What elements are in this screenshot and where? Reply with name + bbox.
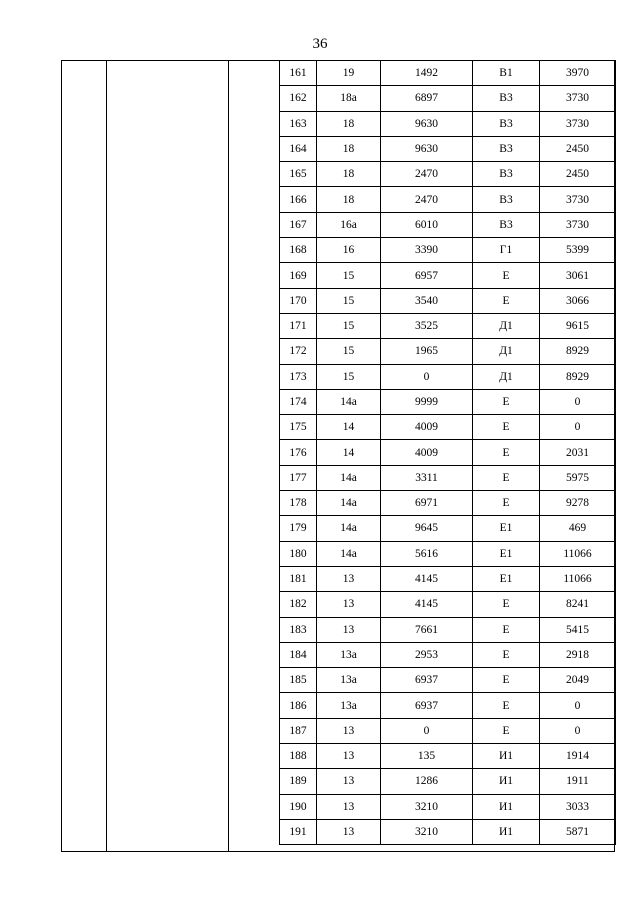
- section-cell: 18: [317, 136, 381, 161]
- amount-cell: 2049: [540, 668, 616, 693]
- amount-cell: 2450: [540, 136, 616, 161]
- section-cell: 13: [317, 718, 381, 743]
- category-cell: В3: [473, 86, 540, 111]
- category-cell: Е: [473, 440, 540, 465]
- table-row: [280, 566, 616, 591]
- amount-cell: 3730: [540, 111, 616, 136]
- table-row: [280, 491, 616, 516]
- section-cell: 15: [317, 263, 381, 288]
- row-number-cell: 164: [280, 136, 317, 161]
- category-cell: Е: [473, 718, 540, 743]
- table-row: [280, 718, 616, 743]
- value-cell: 9999: [381, 389, 473, 414]
- value-cell: 0: [381, 364, 473, 389]
- value-cell: 4145: [381, 592, 473, 617]
- amount-cell: 0: [540, 389, 616, 414]
- section-cell: 13а: [317, 668, 381, 693]
- table-row: [280, 136, 616, 161]
- row-number-cell: 188: [280, 744, 317, 769]
- value-cell: 3540: [381, 288, 473, 313]
- column-divider: [228, 61, 229, 851]
- row-number-cell: 182: [280, 592, 317, 617]
- amount-cell: 5399: [540, 238, 616, 263]
- row-number-cell: 185: [280, 668, 317, 693]
- amount-cell: 11066: [540, 566, 616, 591]
- category-cell: И1: [473, 819, 540, 844]
- section-cell: 13: [317, 769, 381, 794]
- section-cell: 18а: [317, 86, 381, 111]
- category-cell: Д1: [473, 339, 540, 364]
- row-number-cell: 163: [280, 111, 317, 136]
- value-cell: 9630: [381, 136, 473, 161]
- row-number-cell: 174: [280, 389, 317, 414]
- section-cell: 15: [317, 339, 381, 364]
- category-cell: Е: [473, 465, 540, 490]
- category-cell: Е: [473, 491, 540, 516]
- table-row: [280, 668, 616, 693]
- row-number-cell: 184: [280, 642, 317, 667]
- amount-cell: 3730: [540, 212, 616, 237]
- section-cell: 15: [317, 288, 381, 313]
- category-cell: Е: [473, 617, 540, 642]
- row-number-cell: 177: [280, 465, 317, 490]
- amount-cell: 11066: [540, 541, 616, 566]
- section-cell: 13: [317, 617, 381, 642]
- row-number-cell: 189: [280, 769, 317, 794]
- amount-cell: 0: [540, 415, 616, 440]
- table-row: [280, 389, 616, 414]
- table-row: [280, 415, 616, 440]
- value-cell: 135: [381, 744, 473, 769]
- value-cell: 1492: [381, 61, 473, 86]
- amount-cell: 9615: [540, 313, 616, 338]
- section-cell: 18: [317, 162, 381, 187]
- table-row: [280, 187, 616, 212]
- section-cell: 13: [317, 566, 381, 591]
- amount-cell: 1911: [540, 769, 616, 794]
- value-cell: 6897: [381, 86, 473, 111]
- value-cell: 1965: [381, 339, 473, 364]
- table-row: [280, 819, 616, 844]
- amount-cell: 8929: [540, 339, 616, 364]
- row-number-cell: 166: [280, 187, 317, 212]
- category-cell: Е: [473, 288, 540, 313]
- section-cell: 18: [317, 187, 381, 212]
- table-row: [280, 238, 616, 263]
- category-cell: В3: [473, 187, 540, 212]
- value-cell: 3210: [381, 794, 473, 819]
- category-cell: И1: [473, 744, 540, 769]
- table-row: [280, 263, 616, 288]
- category-cell: Е: [473, 389, 540, 414]
- section-cell: 13а: [317, 693, 381, 718]
- row-number-cell: 169: [280, 263, 317, 288]
- table-row: [280, 617, 616, 642]
- table-row: [280, 288, 616, 313]
- section-cell: 19: [317, 61, 381, 86]
- amount-cell: 3730: [540, 86, 616, 111]
- row-number-cell: 175: [280, 415, 317, 440]
- row-number-cell: 176: [280, 440, 317, 465]
- amount-cell: 5975: [540, 465, 616, 490]
- row-number-cell: 173: [280, 364, 317, 389]
- row-number-cell: 161: [280, 61, 317, 86]
- section-cell: 15: [317, 313, 381, 338]
- row-number-cell: 183: [280, 617, 317, 642]
- row-number-cell: 168: [280, 238, 317, 263]
- row-number-cell: 191: [280, 819, 317, 844]
- row-number-cell: 186: [280, 693, 317, 718]
- value-cell: 3390: [381, 238, 473, 263]
- amount-cell: 9278: [540, 491, 616, 516]
- row-number-cell: 167: [280, 212, 317, 237]
- amount-cell: 3066: [540, 288, 616, 313]
- category-cell: Е1: [473, 541, 540, 566]
- row-number-cell: 171: [280, 313, 317, 338]
- category-cell: В3: [473, 212, 540, 237]
- page-number: 36: [312, 36, 328, 52]
- value-cell: 9630: [381, 111, 473, 136]
- amount-cell: 3033: [540, 794, 616, 819]
- table-row: [280, 364, 616, 389]
- category-cell: Е: [473, 415, 540, 440]
- section-cell: 14а: [317, 491, 381, 516]
- section-cell: 13: [317, 744, 381, 769]
- table-row: [280, 769, 616, 794]
- category-cell: Д1: [473, 364, 540, 389]
- amount-cell: 0: [540, 693, 616, 718]
- section-cell: 16а: [317, 212, 381, 237]
- table-row: [280, 313, 616, 338]
- table-row: [280, 642, 616, 667]
- table-row: [280, 440, 616, 465]
- category-cell: И1: [473, 769, 540, 794]
- category-cell: Е: [473, 592, 540, 617]
- value-cell: 6957: [381, 263, 473, 288]
- section-cell: 14: [317, 415, 381, 440]
- value-cell: 3525: [381, 313, 473, 338]
- row-number-cell: 187: [280, 718, 317, 743]
- value-cell: 2953: [381, 642, 473, 667]
- amount-cell: 5415: [540, 617, 616, 642]
- section-cell: 18: [317, 111, 381, 136]
- table-row: [280, 162, 616, 187]
- amount-cell: 2031: [540, 440, 616, 465]
- category-cell: Е: [473, 642, 540, 667]
- category-cell: В3: [473, 136, 540, 161]
- amount-cell: 0: [540, 718, 616, 743]
- amount-cell: 2918: [540, 642, 616, 667]
- value-cell: 4009: [381, 440, 473, 465]
- value-cell: 9645: [381, 516, 473, 541]
- category-cell: Е: [473, 263, 540, 288]
- amount-cell: 8929: [540, 364, 616, 389]
- row-number-cell: 190: [280, 794, 317, 819]
- section-cell: 14а: [317, 389, 381, 414]
- value-cell: 7661: [381, 617, 473, 642]
- value-cell: 6937: [381, 668, 473, 693]
- row-number-cell: 180: [280, 541, 317, 566]
- table-row: [280, 744, 616, 769]
- table-row: [280, 794, 616, 819]
- value-cell: 6010: [381, 212, 473, 237]
- table-row: [280, 339, 616, 364]
- amount-cell: 1914: [540, 744, 616, 769]
- row-number-cell: 172: [280, 339, 317, 364]
- amount-cell: 2450: [540, 162, 616, 187]
- section-cell: 16: [317, 238, 381, 263]
- section-cell: 14а: [317, 541, 381, 566]
- value-cell: 2470: [381, 187, 473, 212]
- amount-cell: 5871: [540, 819, 616, 844]
- table-row: [280, 111, 616, 136]
- value-cell: 4145: [381, 566, 473, 591]
- section-cell: 14а: [317, 465, 381, 490]
- amount-cell: 3061: [540, 263, 616, 288]
- table-row: [280, 86, 616, 111]
- row-number-cell: 181: [280, 566, 317, 591]
- table-row: [280, 693, 616, 718]
- category-cell: Д1: [473, 313, 540, 338]
- row-number-cell: 162: [280, 86, 317, 111]
- amount-cell: 3730: [540, 187, 616, 212]
- amount-cell: 8241: [540, 592, 616, 617]
- row-number-cell: 165: [280, 162, 317, 187]
- value-cell: 3210: [381, 819, 473, 844]
- value-cell: 0: [381, 718, 473, 743]
- category-cell: В3: [473, 162, 540, 187]
- value-cell: 6971: [381, 491, 473, 516]
- section-cell: 13: [317, 794, 381, 819]
- section-cell: 13: [317, 819, 381, 844]
- value-cell: 1286: [381, 769, 473, 794]
- category-cell: Е1: [473, 566, 540, 591]
- data-table-body: [280, 61, 616, 845]
- amount-cell: 469: [540, 516, 616, 541]
- value-cell: 3311: [381, 465, 473, 490]
- table-row: [280, 465, 616, 490]
- value-cell: 5616: [381, 541, 473, 566]
- table-row: [280, 516, 616, 541]
- table-row: [280, 212, 616, 237]
- section-cell: 15: [317, 364, 381, 389]
- category-cell: Е: [473, 668, 540, 693]
- category-cell: В1: [473, 61, 540, 86]
- value-cell: 4009: [381, 415, 473, 440]
- table-row: [280, 61, 616, 86]
- row-number-cell: 170: [280, 288, 317, 313]
- data-table: [279, 60, 616, 845]
- category-cell: И1: [473, 794, 540, 819]
- category-cell: Е1: [473, 516, 540, 541]
- column-divider: [106, 61, 107, 851]
- table-row: [280, 541, 616, 566]
- amount-cell: 3970: [540, 61, 616, 86]
- category-cell: В3: [473, 111, 540, 136]
- section-cell: 13: [317, 592, 381, 617]
- value-cell: 6937: [381, 693, 473, 718]
- section-cell: 13а: [317, 642, 381, 667]
- table-row: [280, 592, 616, 617]
- section-cell: 14а: [317, 516, 381, 541]
- row-number-cell: 179: [280, 516, 317, 541]
- category-cell: Е: [473, 693, 540, 718]
- value-cell: 2470: [381, 162, 473, 187]
- section-cell: 14: [317, 440, 381, 465]
- row-number-cell: 178: [280, 491, 317, 516]
- category-cell: Г1: [473, 238, 540, 263]
